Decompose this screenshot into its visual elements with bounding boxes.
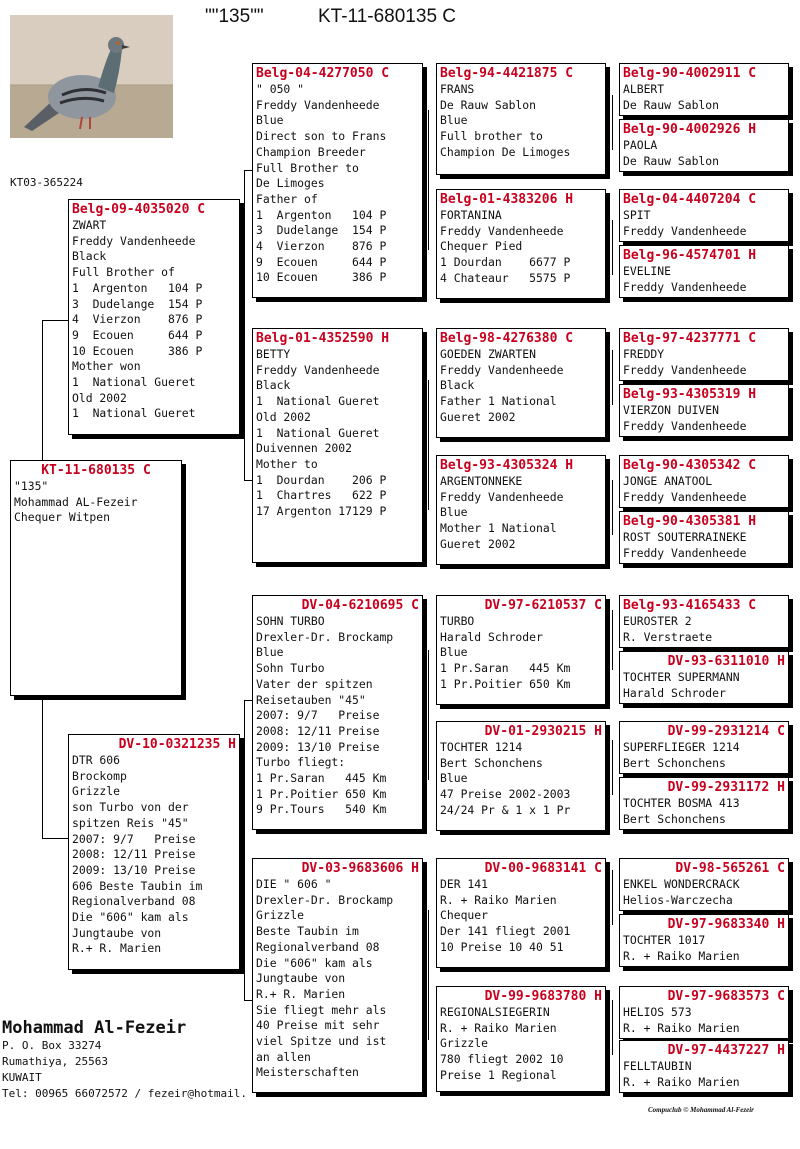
card-line: an allen bbox=[256, 1049, 311, 1064]
connector-line bbox=[612, 350, 613, 405]
card-line: Helios-Warczecha bbox=[623, 892, 733, 907]
card-line: 9 Ecouen 644 P bbox=[72, 327, 203, 342]
pigeon-ring-title: KT-11-680135 C bbox=[318, 6, 457, 27]
card-line: 1 Pr.Poitier 650 Km bbox=[256, 786, 387, 801]
card-line: R. Verstraete bbox=[623, 629, 713, 644]
card-line: R. + Raiko Marien bbox=[623, 1020, 740, 1035]
sire-sire-sire-card bbox=[436, 63, 606, 175]
card-line: 2008: 12/11 Preise bbox=[256, 723, 380, 738]
card-line: Black bbox=[72, 249, 107, 264]
ring-number: DV-97-9683340 H bbox=[667, 917, 785, 932]
card-line: Freddy Vandenheede bbox=[623, 362, 747, 377]
ring-number: Belg-96-4574701 H bbox=[623, 248, 757, 263]
card-line: 47 Preise 2002-2003 bbox=[440, 787, 571, 802]
card-line: 9 Pr.Tours 540 Km bbox=[256, 802, 387, 817]
connector-line bbox=[244, 700, 245, 1000]
ancestor-card-13 bbox=[619, 858, 789, 911]
card-line: Black bbox=[256, 378, 291, 393]
ring-number: Belg-93-4305319 H bbox=[623, 387, 757, 402]
card-line: Grizzle bbox=[72, 784, 121, 799]
card-line: De Rauw Sablon bbox=[623, 153, 720, 168]
ring-number: Belg-97-4237771 C bbox=[623, 331, 757, 346]
ring-number: DV-93-6311010 H bbox=[667, 654, 785, 669]
card-line: Sie fliegt mehr als bbox=[256, 1002, 387, 1017]
card-line: Blue bbox=[440, 771, 468, 786]
card-line: Brockomp bbox=[72, 768, 127, 783]
card-line: TOCHTER 1017 bbox=[623, 933, 706, 947]
card-line: Die "606" kam als bbox=[72, 910, 189, 925]
sire-dam-card bbox=[252, 328, 423, 563]
card-line: 1 National Gueret bbox=[256, 394, 380, 409]
card-line: 3 Dudelange 154 P bbox=[72, 296, 203, 311]
ring-number: DV-00-9683141 C bbox=[484, 861, 602, 876]
card-line: Freddy Vandenheede bbox=[440, 362, 564, 377]
card-line: ARGENTONNEKE bbox=[440, 474, 523, 488]
ancestor-card-12 bbox=[619, 777, 789, 830]
card-line: Old 2002 bbox=[72, 390, 127, 405]
ring-number: Belg-90-4002926 H bbox=[623, 122, 757, 137]
card-line: Blue bbox=[440, 645, 468, 660]
card-line: Full Brother of bbox=[72, 265, 175, 280]
card-line: 9 Ecouen 644 P bbox=[256, 254, 387, 269]
card-line: Blue bbox=[440, 505, 468, 520]
ancestor-card-11 bbox=[619, 721, 789, 774]
card-line: Gueret 2002 bbox=[440, 409, 516, 424]
ring-number: KT-11-680135 C bbox=[41, 463, 151, 478]
card-line: DTR 606 bbox=[72, 753, 121, 767]
card-line: Freddy Vandenheede bbox=[623, 279, 747, 294]
card-line: 1 Dourdan 206 P bbox=[256, 472, 387, 487]
card-line: Mother 1 National bbox=[440, 521, 557, 536]
card-line: JONGE ANATOOL bbox=[623, 474, 713, 488]
card-line: Full Brother to bbox=[256, 160, 359, 175]
card-line: Freddy Vandenheede bbox=[623, 545, 747, 560]
card-line: FORTANINA bbox=[440, 208, 502, 222]
ancestor-card-2 bbox=[619, 119, 789, 172]
ring-number: Belg-90-4002911 C bbox=[623, 66, 757, 81]
connector-line bbox=[612, 1000, 613, 1055]
card-line: Mother to bbox=[256, 456, 318, 471]
dam-sire-dam-card bbox=[436, 721, 606, 831]
pigeon-nickname-title: ""135"" bbox=[205, 6, 264, 27]
card-line: 40 Preise mit sehr bbox=[256, 1018, 380, 1033]
ring-number: DV-98-565261 C bbox=[675, 861, 785, 876]
ring-number: DV-10-0321235 H bbox=[118, 737, 236, 752]
card-line: 2009: 13/10 Preise bbox=[256, 739, 380, 754]
card-line: Blue bbox=[256, 645, 284, 660]
card-line: SUPERFLIEGER 1214 bbox=[623, 740, 740, 754]
connector-line bbox=[428, 380, 429, 510]
card-line: De Rauw Sablon bbox=[440, 97, 537, 112]
card-line: Meisterschaften bbox=[256, 1065, 359, 1080]
card-line: HELIOS 573 bbox=[623, 1005, 692, 1019]
card-line: Champion Breeder bbox=[256, 144, 366, 159]
sire-sire-card bbox=[252, 63, 423, 298]
card-line: FELLTAUBIN bbox=[623, 1059, 692, 1073]
card-line: Blue bbox=[256, 113, 284, 128]
card-line: 1 Chartres 622 P bbox=[256, 488, 387, 503]
card-line: Turbo fliegt: bbox=[256, 755, 346, 770]
card-line: Freddy Vandenheede bbox=[623, 223, 747, 238]
card-line: BETTY bbox=[256, 347, 291, 361]
ancestor-card-1 bbox=[619, 63, 789, 116]
card-line: 780 fliegt 2002 10 bbox=[440, 1052, 564, 1067]
card-line: 1 National Gueret bbox=[72, 406, 196, 421]
ring-number: Belg-93-4305324 H bbox=[440, 458, 574, 473]
card-line: " 050 " bbox=[256, 82, 305, 96]
connector-line bbox=[244, 170, 245, 480]
ring-number: Belg-01-4383206 H bbox=[440, 192, 574, 207]
ancestor-card-3 bbox=[619, 189, 789, 242]
card-line: "135" bbox=[14, 479, 49, 493]
card-line: Beste Taubin im bbox=[256, 924, 359, 939]
card-line: Grizzle bbox=[440, 1036, 489, 1051]
card-line: Freddy Vandenheede bbox=[440, 223, 564, 238]
card-line: 2008: 12/11 Preise bbox=[72, 847, 196, 862]
card-line: 10 Preise 10 40 51 bbox=[440, 939, 564, 954]
card-line: Chequer Witpen bbox=[14, 510, 111, 525]
card-line: Freddy Vandenheede bbox=[256, 362, 380, 377]
pigeon-photo bbox=[10, 15, 173, 138]
ring-number: Belg-94-4421875 C bbox=[440, 66, 574, 81]
card-line: Mother won bbox=[72, 359, 141, 374]
card-line: Old 2002 bbox=[256, 409, 311, 424]
card-line: SPIT bbox=[623, 208, 651, 222]
owner-contact-line: Tel: 00965 66072572 / fezeir@hotmail. bbox=[2, 1087, 248, 1100]
card-line: Bert Schonchens bbox=[623, 811, 726, 826]
card-line: 1 National Gueret bbox=[72, 375, 196, 390]
card-line: Die "606" kam als bbox=[256, 955, 373, 970]
card-line: Harald Schroder bbox=[623, 685, 726, 700]
card-line: PAOLA bbox=[623, 138, 658, 152]
ring-number: DV-04-6210695 C bbox=[301, 598, 419, 613]
dam-sire-sire-card bbox=[436, 595, 606, 705]
ring-number: Belg-04-4407204 C bbox=[623, 192, 757, 207]
card-line: ROST SOUTERRAINEKE bbox=[623, 530, 747, 544]
card-line: De Limoges bbox=[256, 176, 325, 191]
card-line: Gueret 2002 bbox=[440, 536, 516, 551]
connector-line bbox=[42, 698, 43, 838]
ring-number: DV-99-2931172 H bbox=[667, 780, 785, 795]
connector-line bbox=[612, 610, 613, 670]
pigeon-illustration bbox=[10, 15, 173, 138]
footer-credit: Compuclub © Mohammad Al-Fezeir bbox=[648, 1106, 754, 1114]
card-line: viel Spitze und ist bbox=[256, 1034, 387, 1049]
ring-number: DV-01-2930215 H bbox=[484, 724, 602, 739]
connector-line bbox=[612, 95, 613, 150]
card-line: Blue bbox=[440, 113, 468, 128]
card-line: 4 Vierzon 876 P bbox=[72, 312, 203, 327]
ring-number: Belg-01-4352590 H bbox=[256, 331, 390, 346]
card-line: Grizzle bbox=[256, 908, 305, 923]
connector-line bbox=[428, 910, 429, 1040]
connector-line bbox=[42, 320, 43, 460]
card-line: TOCHTER 1214 bbox=[440, 740, 523, 754]
ancestor-card-7 bbox=[619, 455, 789, 508]
dam-dam-dam-card bbox=[436, 986, 606, 1092]
card-line: Bert Schonchens bbox=[623, 755, 726, 770]
card-line: 3 Dudelange 154 P bbox=[256, 223, 387, 238]
card-line: 1 Pr.Poitier 650 Km bbox=[440, 676, 571, 691]
card-line: 2007: 9/7 Preise bbox=[72, 831, 196, 846]
card-line: R. + Raiko Marien bbox=[440, 1020, 557, 1035]
card-line: EUROSTER 2 bbox=[623, 614, 692, 628]
card-line: 1 Argenton 104 P bbox=[256, 207, 387, 222]
card-line: 24/24 Pr & 1 x 1 Pr bbox=[440, 802, 571, 817]
ring-number: DV-99-9683780 H bbox=[484, 989, 602, 1004]
owner-name: Mohammad Al-Fezeir bbox=[2, 1018, 187, 1038]
connector-line bbox=[42, 320, 70, 321]
connector-line bbox=[612, 870, 613, 925]
card-line: Jungtaube von bbox=[72, 925, 162, 940]
ancestor-card-9 bbox=[619, 595, 789, 648]
ancestor-card-6 bbox=[619, 384, 789, 437]
ancestor-card-8 bbox=[619, 511, 789, 564]
dam-sire-card bbox=[252, 595, 423, 830]
card-line: REGIONALSIEGERIN bbox=[440, 1005, 550, 1019]
card-line: Father of bbox=[256, 191, 318, 206]
ring-number: DV-99-2931214 C bbox=[667, 724, 785, 739]
ring-number: DV-97-4437227 H bbox=[667, 1043, 785, 1058]
connector-line bbox=[428, 110, 429, 250]
card-line: Drexler-Dr. Brockamp bbox=[256, 892, 394, 907]
additional-ring-code: KT03-365224 bbox=[10, 176, 83, 189]
card-line: ZWART bbox=[72, 218, 107, 232]
card-line: son Turbo von der bbox=[72, 800, 189, 815]
connector-line bbox=[42, 838, 70, 839]
connector-line bbox=[612, 740, 613, 795]
card-line: FRANS bbox=[440, 82, 475, 96]
ring-number: Belg-09-4035020 C bbox=[72, 202, 206, 217]
card-line: TOCHTER SUPERMANN bbox=[623, 670, 740, 684]
card-line: Freddy Vandenheede bbox=[256, 97, 380, 112]
card-line: Black bbox=[440, 378, 475, 393]
card-line: Chequer bbox=[440, 908, 489, 923]
card-line: R. + Raiko Marien bbox=[623, 1074, 740, 1089]
card-line: VIERZON DUIVEN bbox=[623, 403, 720, 417]
ancestor-card-4 bbox=[619, 245, 789, 298]
owner-address-line: KUWAIT bbox=[2, 1071, 42, 1084]
ring-number: Belg-90-4305342 C bbox=[623, 458, 757, 473]
card-line: 10 Ecouen 386 P bbox=[256, 270, 387, 285]
card-line: Freddy Vandenheede bbox=[72, 233, 196, 248]
card-line: Freddy Vandenheede bbox=[440, 489, 564, 504]
card-line: Bert Schonchens bbox=[440, 755, 543, 770]
dam-card bbox=[68, 734, 240, 970]
card-line: 4 Vierzon 876 P bbox=[256, 239, 387, 254]
ring-number: Belg-90-4305381 H bbox=[623, 514, 757, 529]
ancestor-card-16 bbox=[619, 1040, 789, 1093]
card-line: 606 Beste Taubin im bbox=[72, 878, 203, 893]
card-line: ALBERT bbox=[623, 82, 665, 96]
card-line: R. + Raiko Marien bbox=[440, 892, 557, 907]
card-line: Duivennen 2002 bbox=[256, 441, 353, 456]
card-line: 10 Ecouen 386 P bbox=[72, 343, 203, 358]
card-line: ENKEL WONDERCRACK bbox=[623, 877, 740, 891]
card-line: 1 National Gueret bbox=[256, 425, 380, 440]
card-line: 1 Dourdan 6677 P bbox=[440, 255, 571, 270]
sire-dam-dam-card bbox=[436, 455, 606, 565]
card-line: Harald Schroder bbox=[440, 629, 543, 644]
card-line: Der 141 fliegt 2001 bbox=[440, 924, 571, 939]
card-line: 1 Pr.Saran 445 Km bbox=[256, 771, 387, 786]
card-line: Drexler-Dr. Brockamp bbox=[256, 629, 394, 644]
card-line: GOEDEN ZWARTEN bbox=[440, 347, 537, 361]
card-line: 2009: 13/10 Preise bbox=[72, 862, 196, 877]
card-line: R.+ R. Marien bbox=[72, 941, 162, 956]
connector-line bbox=[612, 480, 613, 535]
connector-line bbox=[428, 650, 429, 780]
sire-card bbox=[68, 199, 240, 435]
ancestor-card-14 bbox=[619, 914, 789, 967]
card-line: Regionalverband 08 bbox=[256, 939, 380, 954]
card-line: spitzen Reis "45" bbox=[72, 815, 189, 830]
dam-dam-card bbox=[252, 858, 423, 1093]
card-line: Father 1 National bbox=[440, 394, 557, 409]
card-line: Vater der spitzen bbox=[256, 676, 373, 691]
dam-dam-sire-card bbox=[436, 858, 606, 968]
card-line: Freddy Vandenheede bbox=[623, 418, 747, 433]
card-line: Regionalverband 08 bbox=[72, 894, 196, 909]
card-line: EVELINE bbox=[623, 264, 672, 278]
card-line: DIE " 606 " bbox=[256, 877, 332, 891]
owner-address-line: Rumathiya, 25563 bbox=[2, 1055, 108, 1068]
card-line: TURBO bbox=[440, 614, 475, 628]
card-line: Reisetauben "45" bbox=[256, 692, 366, 707]
ring-number: Belg-98-4276380 C bbox=[440, 331, 574, 346]
ancestor-card-10 bbox=[619, 651, 789, 704]
card-line: Mohammad AL-Fezeir bbox=[14, 494, 138, 509]
ring-number: DV-03-9683606 H bbox=[301, 861, 419, 876]
card-line: TOCHTER BOSMA 413 bbox=[623, 796, 740, 810]
card-line: Champion De Limoges bbox=[440, 144, 571, 159]
card-line: 1 Argenton 104 P bbox=[72, 280, 203, 295]
ring-number: Belg-04-4277050 C bbox=[256, 66, 390, 81]
sire-dam-sire-card bbox=[436, 328, 606, 438]
card-line: Full brother to bbox=[440, 129, 543, 144]
card-line: DER 141 bbox=[440, 877, 489, 891]
card-line: Jungtaube von bbox=[256, 971, 346, 986]
card-line: Direct son to Frans bbox=[256, 129, 387, 144]
card-line: Freddy Vandenheede bbox=[623, 489, 747, 504]
card-line: Preise 1 Regional bbox=[440, 1067, 557, 1082]
card-line: R.+ R. Marien bbox=[256, 986, 346, 1001]
ancestor-card-15 bbox=[619, 986, 789, 1039]
card-line: Sohn Turbo bbox=[256, 661, 325, 676]
card-line: De Rauw Sablon bbox=[623, 97, 720, 112]
owner-address-line: P. O. Box 33274 bbox=[2, 1039, 102, 1052]
card-line: 1 Pr.Saran 445 Km bbox=[440, 661, 571, 676]
ring-number: DV-97-9683573 C bbox=[667, 989, 785, 1004]
card-line: 17 Argenton 17129 P bbox=[256, 504, 387, 519]
connector-line bbox=[612, 220, 613, 275]
ring-number: Belg-93-4165433 C bbox=[623, 598, 757, 613]
card-line: R. + Raiko Marien bbox=[623, 948, 740, 963]
card-line: SOHN TURBO bbox=[256, 614, 325, 628]
card-line: Chequer Pied bbox=[440, 239, 523, 254]
card-line: 2007: 9/7 Preise bbox=[256, 708, 380, 723]
main-pigeon-card bbox=[10, 460, 182, 696]
card-line: 4 Chateaur 5575 P bbox=[440, 270, 571, 285]
ring-number: DV-97-6210537 C bbox=[484, 598, 602, 613]
ancestor-card-5 bbox=[619, 328, 789, 381]
card-line: FREDDY bbox=[623, 347, 665, 361]
sire-sire-dam-card bbox=[436, 189, 606, 299]
